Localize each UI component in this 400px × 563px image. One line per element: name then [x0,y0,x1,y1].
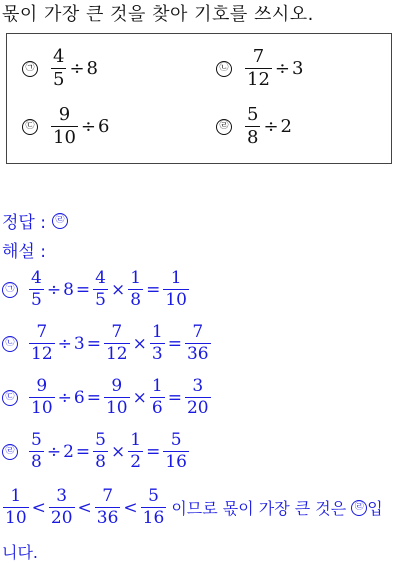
times-sign: × [132,387,147,408]
answer-mark: ㉣ [52,213,68,229]
result-num: 7 [192,322,204,342]
conclusion-mark: ㉣ [351,500,367,516]
result-num: 5 [170,430,182,450]
less-than-sign: < [77,497,92,518]
explanation-label: 해설 : [2,242,46,262]
frac-num: 7 [36,322,48,342]
divisor: 8 [63,279,74,300]
times-sign: × [132,333,147,354]
divide-sign: ÷ [80,116,96,137]
equals-sign: = [167,333,182,354]
conclusion-end: 니다. [2,543,38,562]
choice-a-num: 4 [53,46,65,67]
frac-num: 4 [31,268,42,288]
choice-b-den: 12 [247,69,270,90]
frac-num: 5 [148,486,159,506]
choice-b [216,48,303,89]
frac-den: 16 [142,508,165,528]
equals-sign: = [86,387,101,408]
choice-c-den: 10 [53,127,76,148]
choice-c-num: 9 [58,104,71,125]
result-den: 10 [165,290,187,310]
conclusion-text: 이므로 몫이 가장 큰 것은 [171,499,347,518]
frac-den: 8 [95,452,106,472]
choice-d-den: 8 [247,127,259,148]
frac-den: 10 [31,398,53,418]
frac-num: 1 [151,322,163,342]
equals-sign: = [167,387,182,408]
equals-sign: = [75,279,91,300]
solution-c [2,378,212,417]
frac-den: 6 [151,398,163,418]
result-num: 3 [192,376,204,396]
solution-mark: ㉠ [2,282,18,298]
choice-b-divisor: 3 [292,58,304,79]
choice-d-mark: ㉣ [216,119,232,135]
frac-den: 5 [31,290,42,310]
frac-den: 20 [50,508,73,528]
choice-d-num: 5 [247,104,259,125]
divide-sign: ÷ [46,279,62,300]
result-den: 16 [165,452,187,472]
choice-a [22,48,98,89]
frac-num: 4 [95,268,106,288]
frac-num: 5 [31,430,42,450]
conclusion-suffix: 입 [367,499,383,518]
frac-num: 3 [56,486,68,506]
frac-num: 7 [102,486,114,506]
frac-num: 1 [130,268,142,288]
divide-sign: ÷ [46,441,62,462]
frac-num: 9 [111,376,123,396]
solution-mark: ㉢ [2,390,18,406]
frac-num: 7 [111,322,123,342]
choice-a-mark: ㉠ [22,61,38,77]
answer-label: 정답 : [2,213,46,233]
frac-den: 12 [105,344,128,364]
frac-den: 8 [31,452,42,472]
choice-a-divisor: 8 [86,58,98,79]
result-num: 1 [170,268,182,288]
divisor: 2 [63,441,74,462]
frac-den: 36 [96,508,119,528]
times-sign: × [110,441,126,462]
frac-den: 3 [151,344,163,364]
choice-d [216,106,292,147]
divisor: 6 [73,387,85,408]
frac-num: 5 [95,430,106,450]
answer-line [2,208,68,233]
divide-sign: ÷ [263,116,279,137]
equals-sign: = [146,441,161,462]
solution-mark: ㉡ [2,336,18,352]
choice-c [22,106,109,147]
choice-c-divisor: 6 [98,116,110,137]
divide-sign: ÷ [274,58,290,79]
result-den: 20 [186,398,209,418]
divide-sign: ÷ [57,333,72,354]
frac-den: 2 [130,452,142,472]
solution-d [2,432,190,471]
solution-a [2,270,190,309]
question-text: 몫이 가장 큰 것을 찾아 기호를 쓰시오. [2,4,314,25]
frac-den: 5 [95,290,106,310]
result-den: 36 [186,344,209,364]
choice-b-num: 7 [252,46,265,67]
frac-den: 12 [31,344,53,364]
choice-a-den: 5 [53,69,65,90]
equals-sign: = [86,333,101,354]
solution-mark: ㉣ [2,444,18,460]
divide-sign: ÷ [69,58,85,79]
frac-den: 10 [5,508,27,528]
frac-den: 8 [130,290,142,310]
frac-den: 10 [105,398,128,418]
less-than-sign: < [31,497,46,518]
divisor: 3 [73,333,85,354]
choice-c-mark: ㉢ [22,119,38,135]
choice-d-divisor: 2 [280,116,292,137]
equals-sign: = [146,279,161,300]
divide-sign: ÷ [57,387,72,408]
solution-b [2,324,212,363]
choice-b-mark: ㉡ [216,61,232,77]
less-than-sign: < [123,497,138,518]
times-sign: × [110,279,126,300]
frac-num: 1 [10,486,22,506]
frac-num: 1 [151,376,163,396]
equals-sign: = [75,441,91,462]
comparison-line [2,488,383,527]
frac-num: 9 [36,376,48,396]
frac-num: 1 [130,430,142,450]
